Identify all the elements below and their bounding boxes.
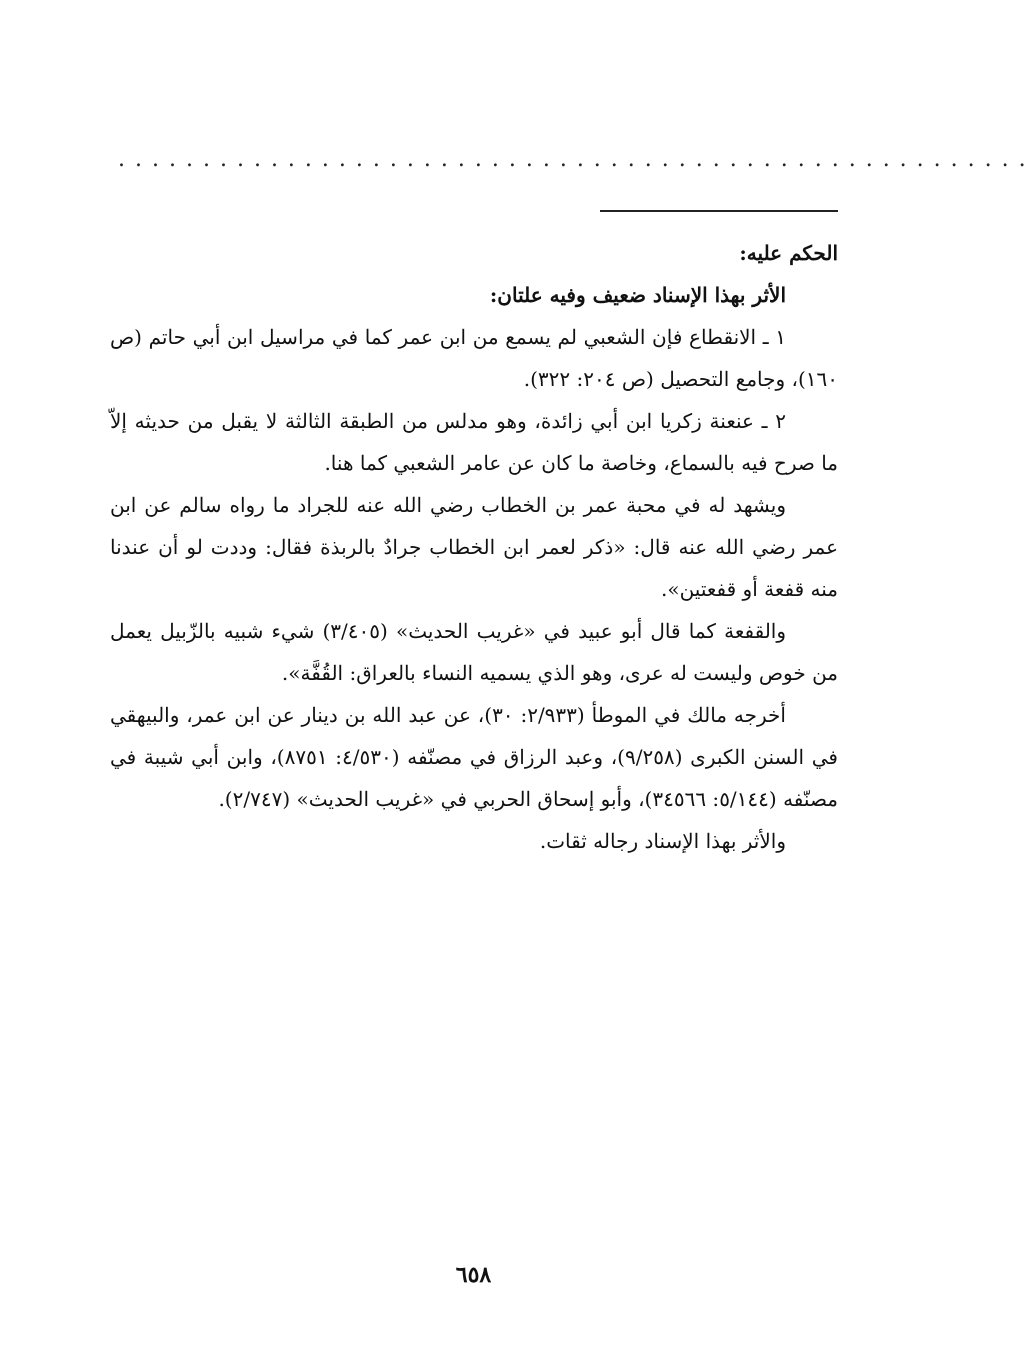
page-number: ٦٥٨: [455, 1262, 492, 1288]
ruling-heading: الحكم عليه:: [739, 241, 838, 265]
defect-two-paragraph: ٢ ـ عنعنة زكريا ابن أبي زائدة، وهو مدلس من الطبقة الثالثة لا يقبل من حديثه إلاّ ما صرح فيه بالسماع، وخاصة ما كان عن عامر الشعبي كما هنا.: [110, 409, 838, 475]
conclusion-paragraph: والأثر بهذا الإسناد رجاله ثقات.: [539, 829, 786, 853]
defect-one-paragraph: ١ ـ الانقطاع فإن الشعبي لم يسمع من ابن عمر كما في مراسيل ابن أبي حاتم (ص ١٦٠)، وجامع التحصيل (ص ٢٠٤: ٣٢٢).: [110, 325, 838, 391]
dotted-separator: ......................................................: [118, 147, 1036, 172]
definition-paragraph: والقفعة كما قال أبو عبيد في «غريب الحديث» (٣/٤٠٥) شيء شبيه بالزّبيل يعمل من خوص وليست له عرى، وهو الذي يسميه النساء بالعراق: القُفَّة».: [110, 619, 838, 685]
page-body: [110, 232, 838, 862]
ruling-summary: الأثر بهذا الإسناد ضعيف وفيه علتان:: [489, 283, 786, 307]
footnote-rule: [600, 210, 838, 212]
sources-paragraph: أخرجه مالك في الموطأ (٢/٩٣٣: ٣٠)، عن عبد الله بن دينار عن ابن عمر، والبيهقي في السنن الكبرى (٩/٢٥٨)، وعبد الرزاق في مصنّفه (٤/٥٣٠: ٨٧٥١)، وابن أبي شيبة في مصنّفه (٥/١٤٤: ٣٤٥٦٦)، وأبو إسحاق الحربي في «غريب الحديث» (٢/٧٤٧).: [110, 703, 838, 811]
supporting-narration-paragraph: ويشهد له في محبة عمر بن الخطاب رضي الله عنه للجراد ما رواه سالم عن ابن عمر رضي الله عنه قال: «ذكر لعمر ابن الخطاب جرادٌ بالربذة فقال: وددت لو أن عندنا منه قفعة أو قفعتين».: [110, 493, 838, 601]
